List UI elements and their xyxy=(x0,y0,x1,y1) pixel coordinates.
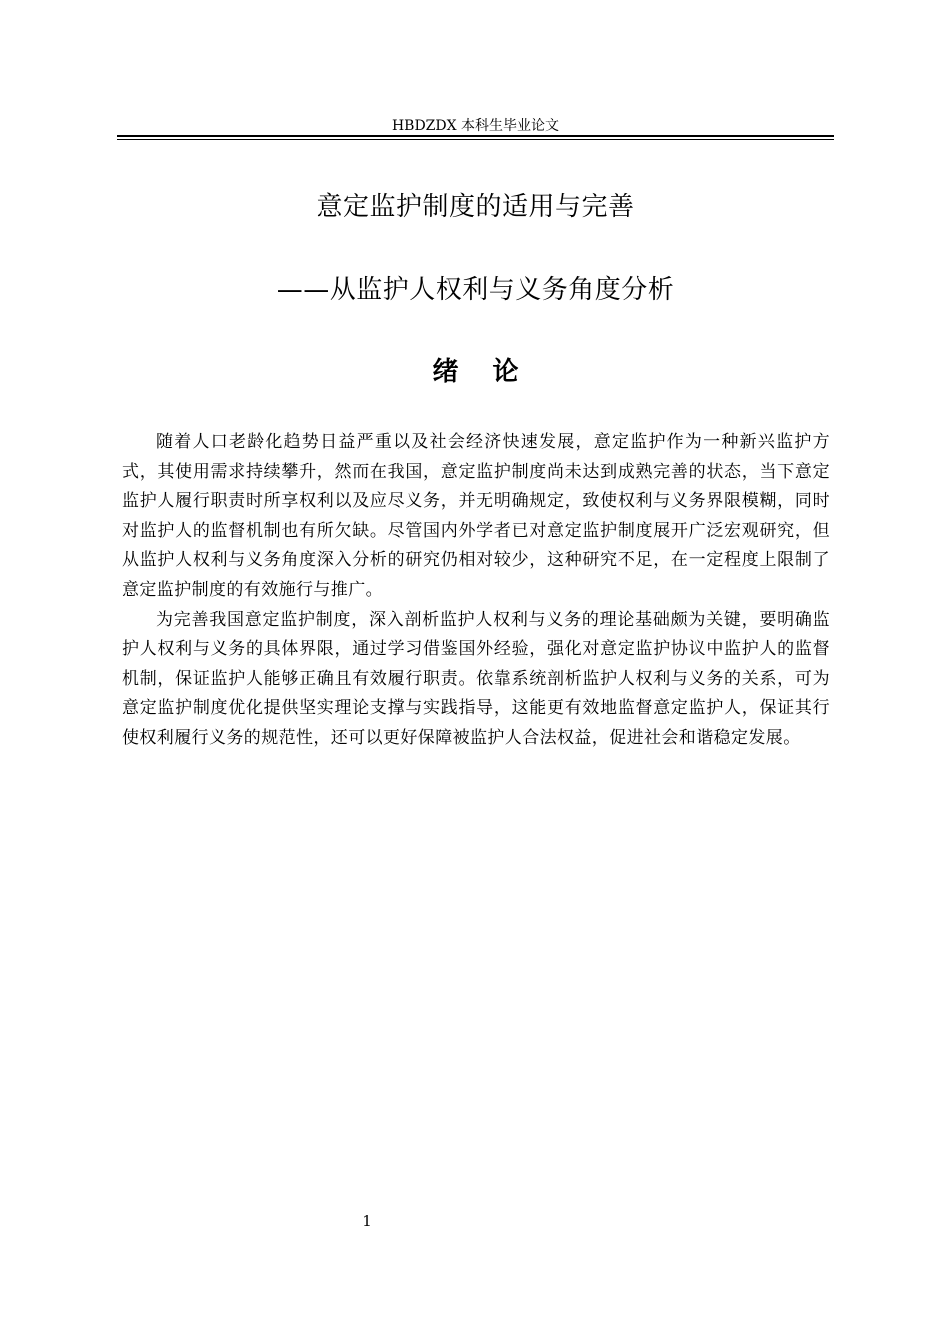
body-paragraph-1: 随着人口老龄化趋势日益严重以及社会经济快速发展，意定监护作为一种新兴监护方式，其使用需求持续攀升，然而在我国，意定监护制度尚未达到成熟完善的状态，当下意定监护人履行职责时所享权利以及应尽义务，并无明确规定，致使权利与义务界限模糊，同时对监护人的监督机制也有所欠缺。尽管国内外学者已对意定监护制度展开广泛宏观研究，但从监护人权利与义务角度深入分析的研究仍相对较少，这种研究不足，在一定程度上限制了意定监护制度的有效施行与推广。 xyxy=(122,432,830,600)
page-number: 1 xyxy=(362,1212,372,1230)
body-paragraph-2: 为完善我国意定监护制度，深入剖析监护人权利与义务的理论基础颇为关键，要明确监护人权利与义务的具体界限，通过学习借鉴国外经验，强化对意定监护协议中监护人的监督机制，保证监护人能够正确且有效履行职责。依靠系统剖析监护人权利与义务的关系，可为意定监护制度优化提供坚实理论支撑与实践指导，这能更有效地监督意定监护人，保证其行使权利履行义务的规范性，还可以更好保障被监护人合法权益，促进社会和谐稳定发展。 xyxy=(122,609,830,748)
header-rule-thick xyxy=(117,135,834,137)
paper-title: 意定监护制度的适用与完善 xyxy=(316,192,635,222)
paper-subtitle: ——从监护人权利与义务角度分析 xyxy=(276,275,675,305)
body-text xyxy=(122,428,830,754)
section-heading-introduction: 绪论 xyxy=(432,357,553,387)
running-header: HBDZDX 本科生毕业论文 xyxy=(391,118,560,134)
header-rule-thin xyxy=(117,139,834,140)
